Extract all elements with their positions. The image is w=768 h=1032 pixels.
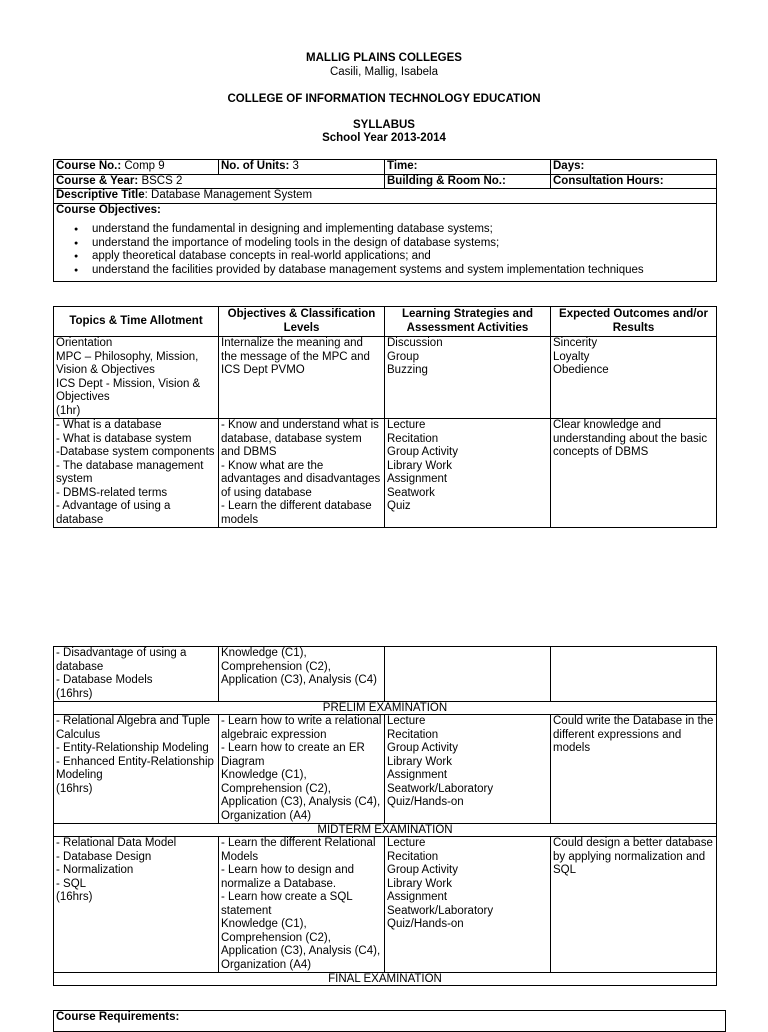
topic-line: - Database Models (56, 674, 153, 686)
objective-line: - Learn how to write a relational algebraic expression (221, 715, 382, 741)
school-address: Casili, Mallig, Isabela (329, 66, 438, 78)
strategy-line: Buzzing (387, 364, 428, 376)
topic-line: - Disadvantage of using a database (56, 647, 187, 673)
midterm-exam-label: MIDTERM EXAMINATION (54, 824, 717, 837)
strategy-line: Group (387, 350, 419, 363)
time-label: Time: (387, 160, 418, 172)
exam-row-prelim (54, 702, 717, 715)
strategy-cell (385, 419, 551, 528)
building-label: Building & Room No.: (387, 174, 506, 187)
objective-item: ● apply theoretical database concepts in real-world applications; and (92, 250, 714, 264)
topic-line: - SQL (56, 877, 87, 890)
objective-cell (219, 715, 385, 824)
school-year: School Year 2013-2014 (322, 132, 446, 144)
strategy-line: Discussion (387, 337, 443, 349)
strategy-line: Lecture (387, 837, 426, 849)
topics-table (53, 306, 717, 528)
strategy-line: Recitation (387, 850, 439, 863)
strategy-line: Quiz/Hands-on (387, 918, 464, 930)
topic-line: - Database Design (56, 850, 152, 863)
strategy-cell (385, 337, 551, 419)
topic-line: (1hr) (56, 404, 81, 417)
topics-table-continued (53, 646, 717, 986)
topic-line: - Relational Algebra and Tuple Calculus (56, 715, 211, 741)
days-cell (551, 160, 717, 175)
strategy-line: Lecture (387, 715, 426, 727)
course-no-label: Course No.: (56, 160, 122, 172)
strategy-line: Seatwork/Laboratory (387, 782, 494, 795)
descriptive-title-value: : Database Management System (144, 189, 313, 201)
course-year-value: BSCS 2 (138, 174, 183, 187)
exam-row-midterm (54, 824, 717, 837)
school-name: MALLIG PLAINS COLLEGES (306, 52, 462, 64)
strategy-line: Group Activity (387, 446, 458, 458)
outcome-cell (551, 715, 717, 824)
objective-line: - Learn the different database models (221, 500, 372, 526)
objective-line: Knowledge (C1), Comprehension (C2), Application (C3), Analysis (C4), Organization (A4) (221, 918, 381, 971)
descriptive-title-label: Descriptive Title (56, 189, 145, 201)
units-cell (219, 160, 385, 175)
strategy-line: Assignment (387, 473, 448, 485)
header-objectives: Objectives & Classification Levels (219, 307, 385, 337)
topic-line: (16hrs) (56, 687, 93, 700)
topic-line: - Relational Data Model (56, 837, 177, 849)
topic-line: ICS Dept - Mission, Vision & Objectives (56, 377, 201, 403)
consultation-cell (551, 174, 717, 189)
topic-cell (54, 837, 219, 973)
days-label: Days: (553, 160, 585, 172)
strategy-line: Recitation (387, 432, 439, 445)
topic-line: - DBMS-related terms (56, 486, 168, 499)
objectives-label: Course Objectives: (56, 203, 161, 216)
strategy-line: Assignment (387, 891, 448, 903)
strategy-line: Seatwork (387, 486, 435, 499)
topic-cell (54, 337, 219, 419)
topic-line: (16hrs) (56, 782, 93, 795)
consultation-label: Consultation Hours: (553, 174, 664, 187)
objective-line: - Learn how create a SQL statement (221, 891, 353, 917)
outcome-cell (551, 647, 717, 702)
topic-line: - Normalization (56, 864, 134, 876)
objective-line: Knowledge (C1), Comprehension (C2), Application (C3), Analysis (C4) (221, 647, 377, 686)
descriptive-title-cell (54, 189, 717, 204)
table-row (54, 715, 717, 824)
strategy-cell (385, 715, 551, 824)
objective-line: Knowledge (C1), Comprehension (C2), Application (C3), Analysis (C4), Organization (A4) (221, 769, 381, 822)
objectives-list (56, 223, 714, 277)
objective-line: - Learn the different Relational Models (221, 837, 376, 863)
requirements-table (53, 1010, 726, 1032)
outcome-line: Sincerity (553, 337, 598, 349)
course-no-value: Comp 9 (121, 160, 165, 172)
exam-row-final (54, 973, 717, 986)
topic-line: - Enhanced Entity-Relationship Modeling (56, 755, 214, 781)
topic-line: (16hrs) (56, 891, 93, 903)
course-no-cell (54, 160, 219, 175)
strategy-cell (385, 837, 551, 973)
building-cell (385, 174, 551, 189)
table-row (54, 647, 717, 702)
objective-item: ● understand the facilities provided by database management systems and system implementation techniques (92, 264, 714, 278)
objective-line: - Learn how to design and normalize a Database. (221, 864, 354, 890)
strategy-line: Lecture (387, 419, 426, 431)
outcome-cell (551, 337, 717, 419)
topic-cell (54, 715, 219, 824)
info-row-4 (54, 203, 717, 282)
topic-line: - The database management system (56, 459, 204, 485)
strategy-line: Recitation (387, 728, 439, 741)
objective-item: ● understand the importance of modeling tools in the design of database systems; (92, 237, 714, 251)
strategy-line: Quiz/Hands-on (387, 796, 464, 808)
course-info-table (53, 159, 717, 282)
course-year-cell (54, 174, 385, 189)
table-row (54, 837, 717, 973)
outcome-cell (551, 419, 717, 528)
requirements-row (54, 1011, 726, 1032)
strategy-line: Group Activity (387, 864, 458, 876)
strategy-line: Assignment (387, 769, 448, 781)
objective-cell (219, 837, 385, 973)
units-label: No. of Units: (221, 160, 290, 172)
topic-cell (54, 647, 219, 702)
outcome-line: Could design a better database by applying normalization and SQL (553, 837, 713, 876)
objective-line: Internalize the meaning and the message of the MPC and ICS Dept PVMO (221, 337, 370, 376)
topic-cell (54, 419, 219, 528)
info-row-2 (54, 174, 717, 189)
strategy-line: Group Activity (387, 742, 458, 754)
info-row-1 (54, 160, 717, 175)
header-topics: Topics & Time Allotment (54, 307, 219, 337)
info-row-3 (54, 189, 717, 204)
topic-line: -Database system components (56, 446, 215, 458)
college-name: COLLEGE OF INFORMATION TECHNOLOGY EDUCATION (227, 93, 541, 105)
strategy-line: Quiz (387, 500, 411, 512)
topic-line: - What is database system (56, 432, 192, 445)
topic-line: MPC – Philosophy, Mission, Vision & Objectives (56, 350, 199, 376)
topics-header-row (54, 307, 717, 337)
requirements-cell (54, 1011, 726, 1032)
outcome-line: Could write the Database in the different expressions and models (553, 715, 714, 754)
objective-line: - Learn how to create an ER Diagram (221, 742, 365, 768)
strategy-line: Library Work (387, 755, 452, 768)
objective-cell (219, 337, 385, 419)
prelim-exam-label: PRELIM EXAMINATION (54, 702, 717, 715)
objective-item: ● understand the fundamental in designing and implementing database systems; (92, 223, 714, 237)
outcome-line: Clear knowledge and understanding about the basic concepts of DBMS (553, 419, 708, 458)
requirements-label: Course Requirements: (56, 1011, 180, 1023)
objective-line: - Know and understand what is database, database system and DBMS (221, 419, 379, 458)
header-outcomes: Expected Outcomes and/or Results (551, 307, 717, 337)
strategy-line: Library Work (387, 877, 452, 890)
final-exam-label: FINAL EXAMINATION (54, 973, 717, 986)
document-title: SYLLABUS (353, 119, 415, 131)
units-value: 3 (289, 160, 299, 172)
outcome-line: Obedience (553, 364, 609, 376)
objective-cell (219, 647, 385, 702)
time-cell (385, 160, 551, 175)
table-row (54, 419, 717, 528)
outcome-cell (551, 837, 717, 973)
objective-line: - Know what are the advantages and disadvantages of using database (221, 459, 381, 499)
strategy-line: Seatwork/Laboratory (387, 904, 494, 917)
outcome-line: Loyalty (553, 350, 590, 363)
topic-line: Orientation (56, 337, 113, 349)
topic-line: - Entity-Relationship Modeling (56, 742, 209, 754)
strategy-line: Library Work (387, 459, 452, 472)
objectives-cell (54, 203, 717, 282)
topic-line: - Advantage of using a database (56, 500, 171, 526)
topic-line: - What is a database (56, 419, 162, 431)
course-year-label: Course & Year: (56, 174, 139, 187)
strategy-cell (385, 647, 551, 702)
objective-cell (219, 419, 385, 528)
header-strategies: Learning Strategies and Assessment Activities (385, 307, 551, 337)
table-row (54, 337, 717, 419)
